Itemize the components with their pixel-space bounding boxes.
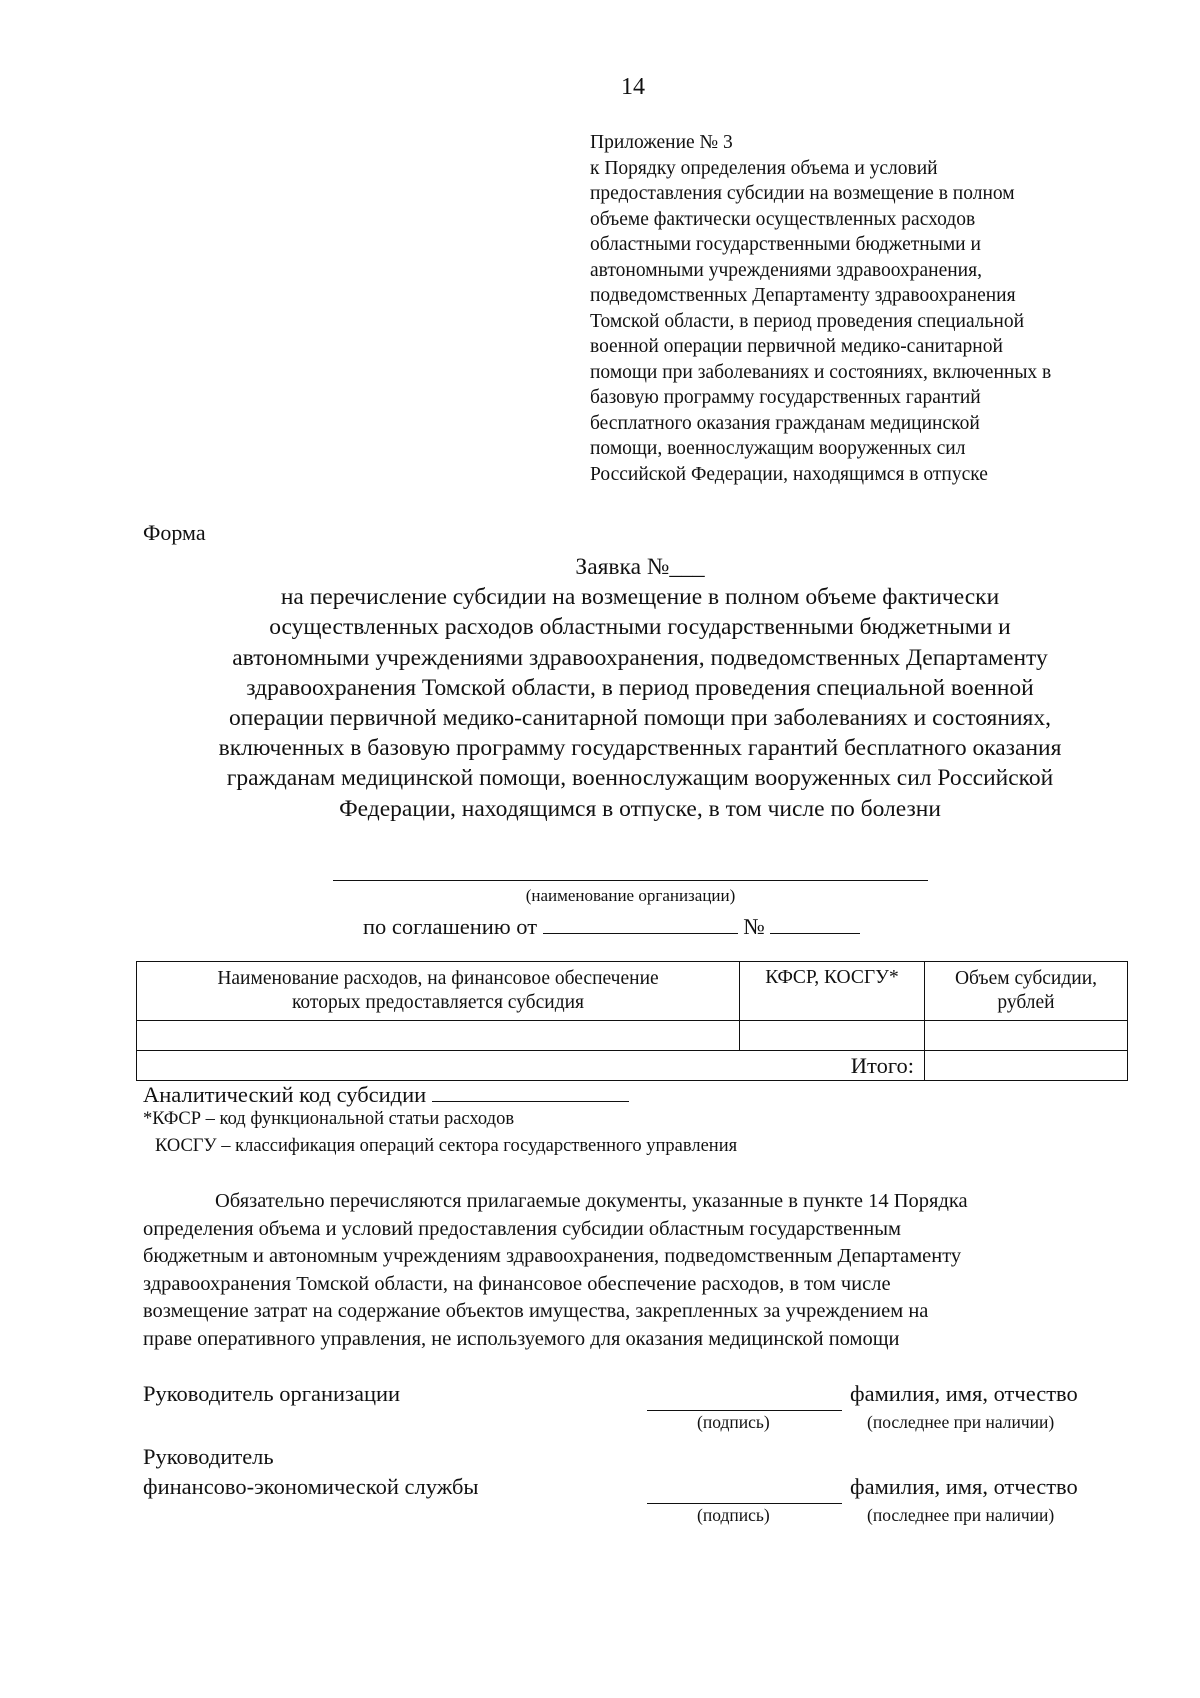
- header-expense-name-line: Наименование расходов, на финансовое обеспечение: [217, 968, 659, 989]
- finance-signature-caption: (подпись): [697, 1505, 770, 1525]
- appendix-line: помощи при заболеваниях и состояниях, включенных в: [590, 361, 1052, 383]
- appendix-line: Приложение № 3: [590, 132, 733, 153]
- analytic-code-label: Аналитический код субсидии: [143, 1082, 427, 1107]
- analytic-code-field[interactable]: [432, 1079, 629, 1102]
- head-fio: фамилия, имя, отчество: [850, 1381, 1078, 1406]
- paragraph-line: бюджетным и автономным учреждениям здравоохранения, подведомственным Департаменту: [143, 1245, 962, 1267]
- finance-signature-label-line1: Руководитель: [143, 1444, 274, 1469]
- header-expense-name-line: которых предоставляется субсидия: [291, 992, 585, 1013]
- organization-name-line[interactable]: [333, 880, 928, 881]
- header-amount: [925, 962, 1128, 1021]
- title-line: здравоохранения Томской области, в период проведения специальной военной: [246, 674, 1034, 701]
- appendix-line: Российской Федерации, находящимся в отпуске: [590, 463, 988, 485]
- paragraph-line: праве оперативного управления, не используемого для оказания медицинской помощи: [143, 1327, 900, 1350]
- organization-caption: (наименование организации): [525, 886, 736, 905]
- header-amount-line: Объем субсидии,: [954, 968, 1098, 989]
- cell-code[interactable]: [740, 1021, 925, 1051]
- table-row: [137, 1021, 1128, 1051]
- head-fio-caption: (последнее при наличии): [867, 1412, 1055, 1432]
- agreement-line: [363, 911, 860, 940]
- header-code: КФСР, КОСГУ*: [740, 962, 925, 1021]
- appendix-header: [590, 130, 1150, 487]
- title-line: на перечисление субсидии на возмещение в полном объеме фактически: [280, 584, 1000, 611]
- note-kfsr: *КФСР – код функциональной статьи расходов: [143, 1109, 515, 1129]
- appendix-line: бесплатного оказания гражданам медицинской: [590, 412, 980, 434]
- head-signature-line[interactable]: [647, 1410, 842, 1411]
- agreement-number-field[interactable]: [770, 911, 860, 934]
- header-amount-line: рублей: [997, 992, 1055, 1013]
- cell-expense-name[interactable]: [137, 1021, 740, 1051]
- head-signature-caption: (подпись): [697, 1412, 770, 1432]
- finance-signature-label-line2: финансово-экономической службы: [143, 1474, 479, 1499]
- finance-fio: фамилия, имя, отчество: [850, 1474, 1078, 1499]
- header-expense-name: [137, 962, 740, 1021]
- agreement-date-field[interactable]: [543, 911, 738, 934]
- appendix-line: Томской области, в период проведения специальной: [590, 310, 1025, 332]
- appendix-line: областными государственными бюджетными и: [590, 234, 981, 255]
- total-amount-cell[interactable]: [925, 1051, 1128, 1081]
- finance-fio-caption: (последнее при наличии): [867, 1505, 1055, 1525]
- title-heading: Заявка №___: [575, 554, 705, 580]
- title-line: Федерации, находящимся в отпуске, в том числе по болезни: [339, 795, 941, 822]
- agreement-number-sign: №: [743, 914, 765, 939]
- agreement-prefix: по соглашению от: [363, 914, 538, 939]
- page-number: 14: [621, 74, 645, 100]
- title-line: осуществленных расходов областными государственными бюджетными и: [269, 614, 1011, 641]
- paragraph-line: возмещение затрат на содержание объектов имущества, закрепленных за учреждением на: [143, 1300, 929, 1322]
- table-total-row: [137, 1051, 1128, 1081]
- title-line: включенных в базовую программу государственных гарантий бесплатного оказания: [218, 735, 1062, 762]
- appendix-line: к Порядку определения объема и условий: [590, 157, 938, 179]
- paragraph-line: определения объема и условий предоставления субсидии областным государственным: [143, 1217, 901, 1240]
- cell-amount[interactable]: [925, 1021, 1128, 1051]
- attached-documents-paragraph: [143, 1188, 1121, 1353]
- document-title: [140, 552, 1140, 824]
- finance-signature-line[interactable]: [647, 1503, 842, 1504]
- head-signature-label: Руководитель организации: [143, 1381, 401, 1406]
- note-kosgu: КОСГУ – классификация операций сектора государственного управления: [155, 1136, 738, 1156]
- table-header-row: [137, 962, 1128, 1021]
- paragraph-line: здравоохранения Томской области, на финансовое обеспечение расходов, в том числе: [143, 1272, 891, 1295]
- appendix-line: автономными учреждениями здравоохранения,: [590, 259, 982, 281]
- analytic-code-line: [143, 1079, 629, 1108]
- appendix-line: подведомственных Департаменту здравоохранения: [590, 285, 1016, 306]
- form-label: Форма: [143, 520, 206, 545]
- appendix-line: предоставления субсидии на возмещение в полном: [590, 183, 1015, 204]
- paragraph-line: Обязательно перечисляются прилагаемые документы, указанные в пункте 14 Порядка: [215, 1190, 968, 1212]
- appendix-line: помощи, военнослужащим вооруженных сил: [590, 438, 966, 459]
- title-line: гражданам медицинской помощи, военнослужащим вооруженных сил Российской: [226, 765, 1054, 792]
- appendix-line: объеме фактически осуществленных расходов: [590, 208, 976, 230]
- appendix-line: базовую программу государственных гарантий: [590, 387, 981, 408]
- total-label: Итого:: [137, 1051, 925, 1081]
- title-line: операции первичной медико-санитарной помощи при заболеваниях и состояниях,: [229, 705, 1051, 732]
- title-line: автономными учреждениями здравоохранения, подведомственных Департаменту: [232, 644, 1048, 671]
- appendix-line: военной операции первичной медико-санитарной: [590, 336, 1003, 357]
- expenses-table: [136, 961, 1128, 1081]
